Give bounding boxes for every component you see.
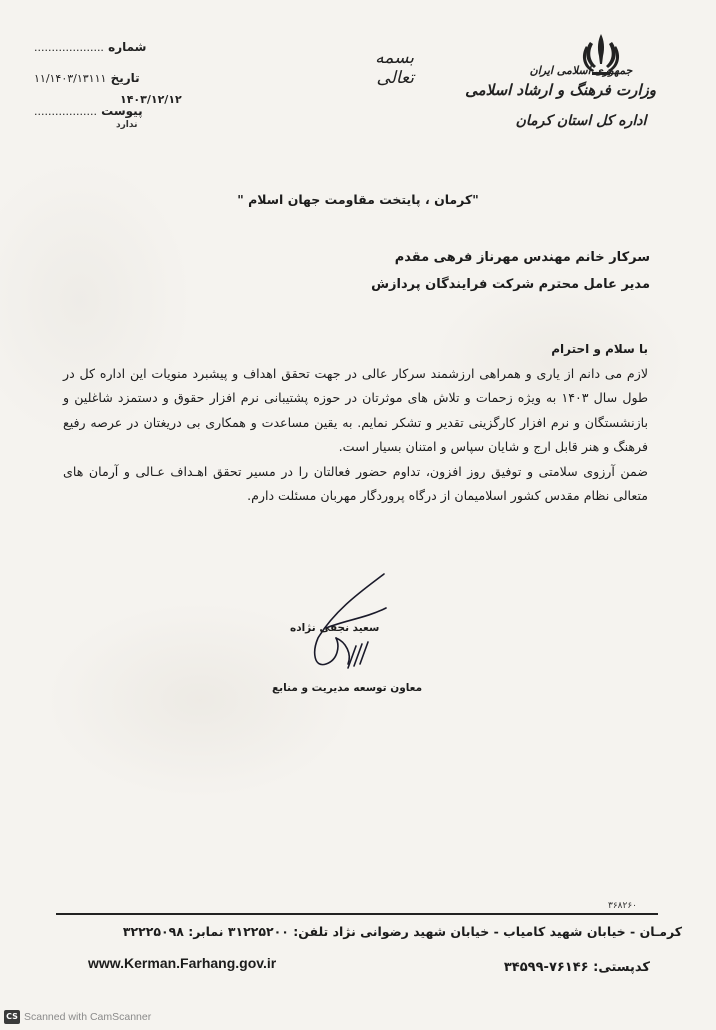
- attachment-label: پیوست: [101, 104, 143, 118]
- basmala-text: بسمه تعالی: [375, 48, 414, 88]
- addressee-title: مدیر عامل محترم شرکت فرایندگان پردازش: [371, 277, 650, 292]
- body-paragraph-1: لازم می دانم از یاری و همراهی ارزشمند سرکار عالی در جهت تحقق اهداف و پیشبرد منویات این اداره کل در طول سال ۱۴۰۳ به ویژه زحمات و تلاش های موثرتان در حوزه پشتیبانی نرم افزار حقوق و دستمزد شاغلین و بازنشستگان و نرم افزار کارگزینی تقدیر و تشکر نمایم. به یقین مساعدت و همکاری بی دریغتان در عرصه رفیع فرهنگ و هنر قابل ارج و شایان سپاس و امتنان بسیار است.: [63, 365, 648, 454]
- basmala: [338, 40, 414, 88]
- date-value: ۱۱/۱۴۰۳/۱۳۱۱۱: [34, 72, 107, 85]
- ministry-header: [465, 64, 656, 129]
- date-label: تاریخ: [110, 71, 140, 85]
- camscanner-logo-icon: CS: [4, 1010, 20, 1024]
- greeting: با سلام و احترام: [551, 342, 648, 356]
- ministry-office: اداره کل استان کرمان: [515, 113, 647, 129]
- number-label: شماره: [108, 40, 147, 54]
- date-value-secondary: ۱۴۰۳/۱۲/۱۲: [120, 93, 182, 106]
- footer-address: کرمـان - خیابان شهید کامیاب - خیابان شهید رضوانی نژاد تلفن: ۳۱۲۲۵۲۰۰ نمابر: ۳۲۲۲۵۰۹۸: [122, 924, 682, 939]
- ministry-country: جمهوری اسلامی ایران: [529, 64, 633, 77]
- addressee-name: سرکار خانم مهندس مهرناز فرهی مقدم: [394, 250, 650, 265]
- number-dots: ....................: [34, 41, 104, 54]
- letter-number: [34, 40, 146, 54]
- reference-number: ۳۶۸۲۶۰: [608, 901, 638, 911]
- letter-attachment: [34, 104, 143, 118]
- camscanner-watermark: Scanned with CamScanner: [24, 1011, 152, 1023]
- letter-date: [34, 71, 140, 85]
- signer-name: سعید نجفی نژاده: [290, 622, 380, 634]
- attachment-value: ندارد: [116, 120, 138, 130]
- letter-body: [63, 337, 648, 509]
- body-paragraph-2: ضمن آرزوی سلامتی و توفیق روز افزون، تداوم حضور فعالتان را در مسیر تحقق اهـداف عـالی و آرمان های متعالی نظام مقدس کشور اسلامیمان از درگاه پروردگار مهربان مسئلت دارم.: [63, 463, 648, 503]
- ministry-name: وزارت فرهنگ و ارشاد اسلامی: [465, 81, 656, 99]
- footer-website-link[interactable]: www.Kerman.Farhang.gov.ir: [88, 955, 277, 971]
- attachment-dots: ..................: [34, 105, 97, 118]
- footer-divider: [56, 913, 658, 915]
- slogan: "کرمان ، پایتخت مقاومت جهان اسلام ": [237, 192, 479, 207]
- signer-title: معاون توسعه مدیریت و منابع: [272, 682, 423, 694]
- footer-postal-code: کدپستی: ۷۶۱۴۶-۳۴۵۹۹: [503, 960, 650, 975]
